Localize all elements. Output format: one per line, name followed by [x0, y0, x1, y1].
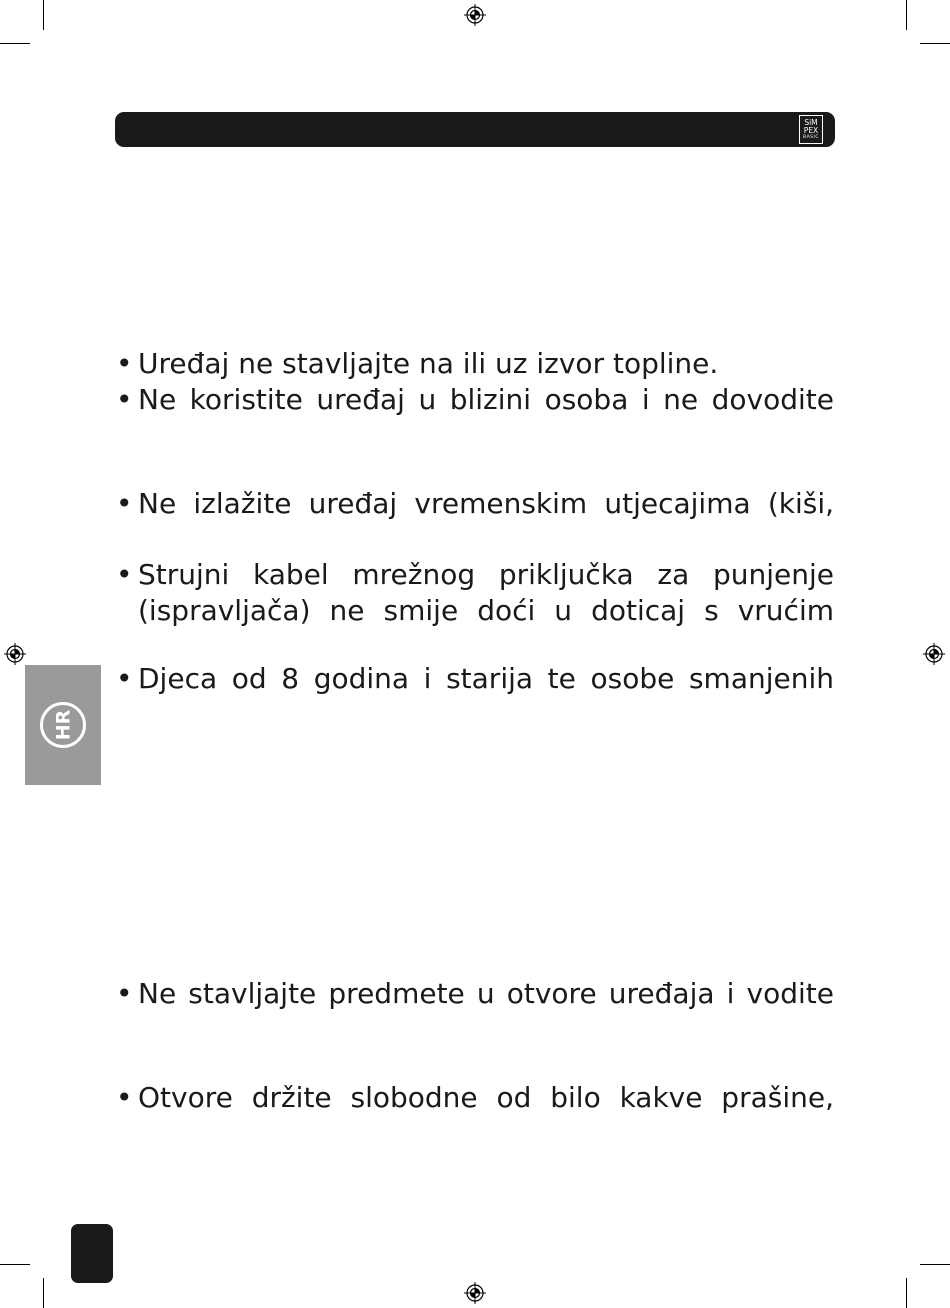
registration-mark-icon	[4, 643, 26, 665]
bullet-marker: •	[116, 558, 133, 591]
bullet-line: Uređaj ne stavljajte na ili uz izvor topline.	[138, 347, 719, 380]
registration-mark-icon	[923, 643, 945, 665]
page-number-box	[71, 1224, 113, 1283]
logo-line-1: SiM	[804, 118, 818, 127]
bullet-marker: •	[116, 662, 133, 695]
bullet-marker: •	[116, 977, 133, 1010]
bullet-line: Strujni kabel mrežnog priključka za punjenje	[138, 558, 834, 591]
header-bar	[115, 112, 835, 147]
crop-mark	[43, 1278, 44, 1308]
crop-mark	[906, 1278, 907, 1308]
bullet-marker: •	[116, 1081, 133, 1114]
registration-mark-icon	[464, 1282, 486, 1304]
crop-mark	[920, 1264, 950, 1265]
crop-mark	[920, 43, 950, 44]
bullet-line: Ne koristite uređaj u blizini osoba i ne dovodite	[138, 383, 834, 416]
registration-mark-icon	[464, 4, 486, 26]
logo-line-3: BASIC	[803, 135, 819, 140]
crop-mark	[906, 0, 907, 30]
brand-logo	[799, 115, 823, 144]
language-code: HR	[51, 709, 74, 741]
language-badge	[40, 702, 86, 748]
bullet-line: Ne izlažite uređaj vremenskim utjecajima (kiši,	[138, 487, 834, 520]
crop-mark	[0, 1264, 30, 1265]
bullet-line: Ne stavljajte predmete u otvore uređaja i vodite	[138, 977, 834, 1010]
crop-mark	[0, 43, 30, 44]
bullet-marker: •	[116, 487, 133, 520]
bullet-marker: •	[116, 347, 133, 380]
crop-mark	[43, 0, 44, 30]
bullet-line: (ispravljača) ne smije doći u doticaj s vrućim	[138, 594, 834, 627]
bullet-line: Djeca od 8 godina i starija te osobe smanjenih	[138, 662, 834, 695]
bullet-marker: •	[116, 383, 133, 416]
logo-line-2: PEX	[803, 126, 819, 135]
bullet-line: Otvore držite slobodne od bilo kakve prašine,	[138, 1081, 834, 1114]
language-tab	[25, 665, 101, 785]
